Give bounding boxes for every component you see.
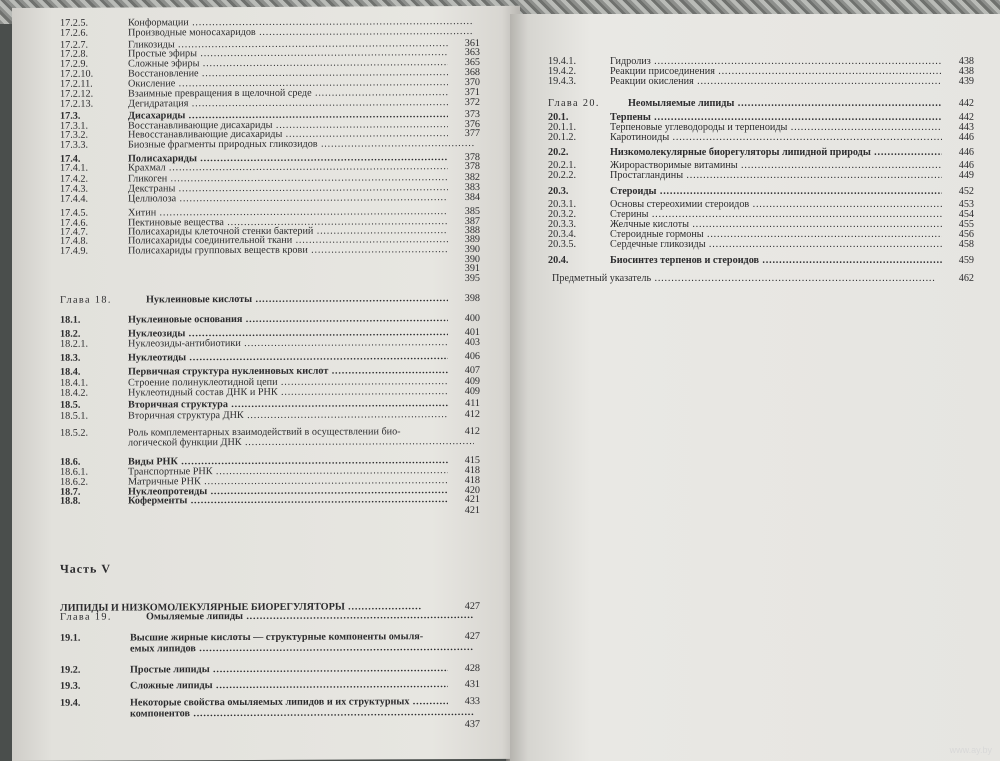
entry-number: 17.4.9. xyxy=(60,245,89,257)
entry-page: 446 xyxy=(958,147,974,158)
entry-number: 17.4. xyxy=(60,153,81,165)
entry-page: 427 xyxy=(464,630,480,643)
entry-page: 421 xyxy=(464,493,480,506)
toc-entry xyxy=(60,610,490,623)
entry-title: Реакции окисления ..... xyxy=(610,76,942,87)
entry-page: 449 xyxy=(958,170,974,181)
entry-page: 418 xyxy=(464,474,480,487)
entry-page: 459 xyxy=(958,255,974,266)
entry-number: 18.5. xyxy=(60,399,81,411)
toc-entry xyxy=(548,170,988,181)
entry-number: 19.4. xyxy=(60,697,81,709)
entry-title xyxy=(128,505,448,506)
index-row xyxy=(552,273,982,284)
entry-page: 398 xyxy=(464,292,480,305)
entry-number: 18.6.2. xyxy=(60,476,89,488)
entry-number: 19.4.1. xyxy=(548,56,577,67)
toc-entry xyxy=(60,386,490,399)
entry-number: 20.2.1. xyxy=(548,160,577,171)
entry-page: 411 xyxy=(465,397,480,410)
entry-title: Нуклеозиды-антибиотики ..... xyxy=(128,337,448,349)
entry-number: Глава 19. xyxy=(60,611,112,623)
toc-entry xyxy=(60,26,490,39)
entry-title: Простые липиды ..... xyxy=(130,663,448,675)
entry-number: 17.4.2. xyxy=(60,173,89,185)
entry-title: Нуклеозиды ..... xyxy=(128,327,448,339)
entry-title: Стероидные гормоны ..... xyxy=(610,229,942,240)
entry-number: 17.4.5. xyxy=(60,207,89,219)
entry-number: 17.2.6. xyxy=(60,27,89,39)
entry-title: Жирорастворимые витамины ..... xyxy=(610,160,942,171)
entry-title: Виды РНК ..... xyxy=(128,455,448,467)
entry-title xyxy=(130,719,448,720)
entry-number: 18.7. xyxy=(60,486,81,498)
entry-title: Омыляемые липиды ..... xyxy=(146,610,474,622)
entry-title: Низкомолекулярные биорегуляторы липидной природы ..... xyxy=(610,147,942,158)
entry-title: Роль комплементарных взаимодействий в осуществлении био- xyxy=(128,426,401,439)
entry-title: Крахмал ..... xyxy=(128,161,448,173)
entry-title: Нуклеиновые кислоты ..... xyxy=(146,293,448,305)
entry-title: емых липидов ..... xyxy=(130,642,474,655)
entry-number: 17.3.1. xyxy=(60,120,89,132)
entry-page: 372 xyxy=(464,96,480,109)
entry-title: Терпеновые углеводороды и терпеноиды ..... xyxy=(610,122,942,133)
entry-number: 17.2.9. xyxy=(60,58,89,70)
toc-entry xyxy=(60,293,490,306)
entry-number: 17.2.10. xyxy=(60,68,94,80)
entry-number: 20.3.5. xyxy=(548,239,577,250)
entry-title: Неомыляемые липиды ..... xyxy=(628,98,942,109)
entry-title: Хитин ..... xyxy=(128,206,448,218)
entry-number: 17.4.1. xyxy=(60,162,89,174)
entry-page: 428 xyxy=(464,662,480,675)
entry-page: 433 xyxy=(464,695,480,708)
toc-entry xyxy=(60,707,490,720)
entry-page: 453 xyxy=(958,199,974,210)
entry-page: 361 xyxy=(464,37,480,50)
entry-number: 20.1. xyxy=(548,112,569,123)
entry-title: Вторичная структура ДНК ..... xyxy=(128,409,448,421)
entry-number: 17.3.3. xyxy=(60,139,89,151)
entry-page: 391 xyxy=(464,262,480,275)
entry-title: Биозные фрагменты природных гликозидов ..... xyxy=(128,138,474,151)
toc-entry xyxy=(60,505,490,518)
left-page xyxy=(12,6,520,761)
entry-number: 20.1.1. xyxy=(548,122,577,133)
entry-number: 19.4.2. xyxy=(548,66,577,77)
entry-title: Строение полинуклеотидной цепи ..... xyxy=(128,376,448,388)
entry-number: 20.3.1. xyxy=(548,199,577,210)
part-page: 427 xyxy=(464,600,480,613)
entry-title: Дегидратация ..... xyxy=(128,97,448,109)
entry-number: 17.4.4. xyxy=(60,193,89,205)
entry-number: 19.1. xyxy=(60,632,81,644)
entry-number: 17.2.11. xyxy=(60,78,93,90)
entry-title: Основы стереохимии стероидов ..... xyxy=(610,199,942,210)
entry-number: 20.2. xyxy=(548,147,569,158)
toc-entry xyxy=(548,147,988,158)
entry-page: 378 xyxy=(464,160,480,173)
entry-page: 395 xyxy=(464,272,480,285)
entry-number: 18.3. xyxy=(60,352,81,364)
entry-page: 446 xyxy=(958,160,974,171)
entry-page: 446 xyxy=(958,132,974,143)
entry-number: 17.2.12. xyxy=(60,88,94,100)
entry-number: 17.2.13. xyxy=(60,98,94,110)
entry-title: Каротиноиды ..... xyxy=(610,132,942,143)
entry-number: 18.6. xyxy=(60,456,81,468)
toc-entry xyxy=(60,97,490,110)
entry-number: 17.3. xyxy=(60,110,81,122)
entry-page: 390 xyxy=(464,243,480,256)
toc-entry xyxy=(60,409,490,422)
watermark: www.ay.by xyxy=(949,745,992,755)
toc-entry xyxy=(60,719,490,732)
entry-page: 407 xyxy=(464,364,480,377)
entry-page: 370 xyxy=(464,76,480,89)
entry-number: 17.4.6. xyxy=(60,217,89,229)
entry-title: Нуклеотидный состав ДНК и РНК ..... xyxy=(128,386,448,398)
toc-entry xyxy=(60,337,490,350)
entry-title: Декстраны ..... xyxy=(128,182,448,194)
toc-entry xyxy=(60,436,490,449)
entry-title: Желчные кислоты ..... xyxy=(610,219,942,230)
entry-page: 389 xyxy=(464,233,480,246)
entry-number: 18.2.1. xyxy=(60,338,89,350)
toc-entry xyxy=(60,192,490,205)
entry-number: 18.4.1. xyxy=(60,377,89,389)
entry-number: 20.1.2. xyxy=(548,132,577,143)
right-page xyxy=(510,14,1000,761)
entry-title: Реакции присоединения ..... xyxy=(610,66,942,77)
entry-number: 20.4. xyxy=(548,255,569,266)
entry-title: Полисахариды соединительной ткани ..... xyxy=(128,234,448,246)
entry-title: Биосинтез терпенов и стероидов ..... xyxy=(610,255,942,266)
entry-page: 390 xyxy=(464,253,480,266)
entry-title: Простагландины ..... xyxy=(610,170,942,181)
part-title: ЛИПИДЫ И НИЗКОМОЛЕКУЛЯРНЫЕ БИОРЕГУЛЯТОРЫ ..... xyxy=(60,601,422,614)
toc-entry xyxy=(548,132,988,143)
toc-entry xyxy=(60,313,490,326)
entry-page: 403 xyxy=(464,336,480,349)
toc-entry xyxy=(548,255,988,266)
entry-title: Вторичная структура ..... xyxy=(128,398,448,410)
entry-number: 19.4.3. xyxy=(548,76,577,87)
toc-entry xyxy=(60,273,490,286)
entry-page: 409 xyxy=(464,385,480,398)
entry-title: Гликозиды ..... xyxy=(128,38,448,50)
entry-number: 18.1. xyxy=(60,314,81,326)
entry-page: 452 xyxy=(958,186,974,197)
entry-number: 20.3.4. xyxy=(548,229,577,240)
entry-number: 18.4.2. xyxy=(60,387,89,399)
entry-page: 383 xyxy=(464,181,480,194)
entry-page: 377 xyxy=(464,127,480,140)
entry-number: 17.4.8. xyxy=(60,235,89,247)
entry-number: 18.5.1. xyxy=(60,410,89,422)
entry-page: 368 xyxy=(464,66,480,79)
entry-page: 439 xyxy=(958,76,974,87)
entry-number: 18.4. xyxy=(60,366,81,378)
entry-number: 17.3.2. xyxy=(60,129,89,141)
toc-entry xyxy=(60,642,490,655)
entry-page: 418 xyxy=(464,464,480,477)
entry-title: Полисахариды клеточной стенки бактерий ..... xyxy=(128,225,448,237)
toc-entry xyxy=(60,138,490,151)
entry-title xyxy=(128,254,448,255)
toc-entry xyxy=(548,239,988,250)
entry-title: Сердечные гликозиды ..... xyxy=(610,239,942,250)
toc-entry xyxy=(60,351,490,364)
toc-entry xyxy=(60,663,490,676)
entry-number: 18.6.1. xyxy=(60,466,89,478)
entry-title: Терпены ..... xyxy=(610,112,942,123)
entry-title: Восстановление ..... xyxy=(128,67,448,79)
entry-title: Гликоген ..... xyxy=(128,172,448,184)
entry-page: 400 xyxy=(464,312,480,325)
entry-title: логической функции ДНК ..... xyxy=(128,436,474,449)
entry-page: 412 xyxy=(464,425,480,438)
index-page: 462 xyxy=(958,273,974,284)
entry-page: 421 xyxy=(464,504,480,517)
entry-number: 18.8. xyxy=(60,495,81,507)
entry-page: 387 xyxy=(464,215,480,228)
entry-title: Некоторые свойства омыляемых липидов и их структурных ..... xyxy=(130,696,448,708)
toc-entry xyxy=(60,679,490,692)
toc-entry xyxy=(548,186,988,197)
entry-page: 371 xyxy=(464,86,480,99)
entry-title: Сложные эфиры ..... xyxy=(128,57,448,69)
entry-page: 363 xyxy=(464,46,480,59)
entry-title: Взаимные превращения в щелочной среде ..... xyxy=(128,87,448,99)
entry-page: 456 xyxy=(958,229,974,240)
entry-page: 415 xyxy=(464,454,480,467)
entry-title: Восстанавливающие дисахариды ..... xyxy=(128,119,448,131)
entry-page: 373 xyxy=(464,108,480,121)
part-label: Часть V xyxy=(60,561,112,576)
entry-page: 412 xyxy=(464,408,480,421)
entry-title: Стероиды ..... xyxy=(610,186,942,197)
entry-page: 406 xyxy=(464,350,480,363)
entry-page: 438 xyxy=(958,66,974,77)
entry-title: Нуклеиновые основания ..... xyxy=(128,313,448,325)
entry-number: Глава 20. xyxy=(548,98,600,109)
entry-title: Коферменты ..... xyxy=(128,494,448,506)
entry-page: 384 xyxy=(464,191,480,204)
entry-page: 431 xyxy=(464,678,480,691)
entry-title: Высшие жирные кислоты — структурные компоненты омыля- xyxy=(130,631,424,644)
entry-page: 388 xyxy=(464,224,480,237)
entry-page: 420 xyxy=(464,484,480,497)
entry-title: Первичная структура нуклеиновых кислот ..... xyxy=(128,365,448,377)
entry-page: 438 xyxy=(958,56,974,67)
entry-title: Полисахариды ..... xyxy=(128,152,448,164)
entry-number: 17.4.7. xyxy=(60,226,89,238)
entry-page: 378 xyxy=(464,151,480,164)
entry-page: 442 xyxy=(958,98,974,109)
entry-title: Нуклеотиды ..... xyxy=(128,351,448,363)
entry-number: 18.5.2. xyxy=(60,427,89,439)
entry-page: 454 xyxy=(958,209,974,220)
entry-number: 17.2.8. xyxy=(60,48,89,60)
entry-number: 20.3. xyxy=(548,186,569,197)
entry-title: Простые эфиры ..... xyxy=(128,47,448,59)
entry-title xyxy=(128,263,448,264)
entry-title: Транспортные РНК ..... xyxy=(128,465,448,477)
entry-number: 20.3.3. xyxy=(548,219,577,230)
entry-number: 19.3. xyxy=(60,680,81,692)
toc-entry xyxy=(548,76,988,87)
entry-title: Дисахариды ..... xyxy=(128,109,448,121)
entry-title: Пектиновые вещества ..... xyxy=(128,216,448,228)
entry-page: 409 xyxy=(464,375,480,388)
entry-title: компонентов ..... xyxy=(130,707,474,720)
entry-page: 376 xyxy=(464,118,480,131)
entry-number: 17.4.3. xyxy=(60,183,89,195)
entry-title: Стерины ..... xyxy=(610,209,942,220)
entry-title: Матричные РНК ..... xyxy=(128,475,448,487)
entry-title: Полисахариды групповых веществ крови ..... xyxy=(128,244,448,256)
entry-title xyxy=(128,273,448,274)
entry-title: Нуклеопротеиды ..... xyxy=(128,485,448,497)
entry-title: Целлюлоза ..... xyxy=(128,192,448,204)
entry-page: 455 xyxy=(958,219,974,230)
entry-page: 437 xyxy=(464,718,480,731)
entry-number: 17.2.5. xyxy=(60,17,89,29)
entry-number: 19.2. xyxy=(60,664,81,676)
entry-number: 20.3.2. xyxy=(548,209,577,220)
entry-title: Окисление ..... xyxy=(128,77,448,89)
entry-page: 401 xyxy=(464,326,480,339)
entry-number: Глава 18. xyxy=(60,294,112,306)
entry-page: 385 xyxy=(464,205,480,218)
entry-page: 382 xyxy=(464,171,480,184)
entry-title: Сложные липиды ..... xyxy=(130,679,448,691)
entry-page: 458 xyxy=(958,239,974,250)
entry-number: 18.2. xyxy=(60,328,81,340)
entry-title: Конформации ..... xyxy=(128,16,474,29)
entry-title: Производные моносахаридов ..... xyxy=(128,26,474,39)
entry-page: 443 xyxy=(958,122,974,133)
entry-page: 442 xyxy=(958,112,974,123)
entry-number: 20.2.2. xyxy=(548,170,577,181)
entry-number: 17.2.7. xyxy=(60,39,89,51)
entry-title: Невосстанавливающие дисахариды ..... xyxy=(128,128,448,140)
entry-page: 365 xyxy=(464,56,480,69)
entry-title: Гидролиз ..... xyxy=(610,56,942,67)
toc-entry xyxy=(548,98,988,109)
index-title: Предметный указатель ..... xyxy=(552,273,936,284)
